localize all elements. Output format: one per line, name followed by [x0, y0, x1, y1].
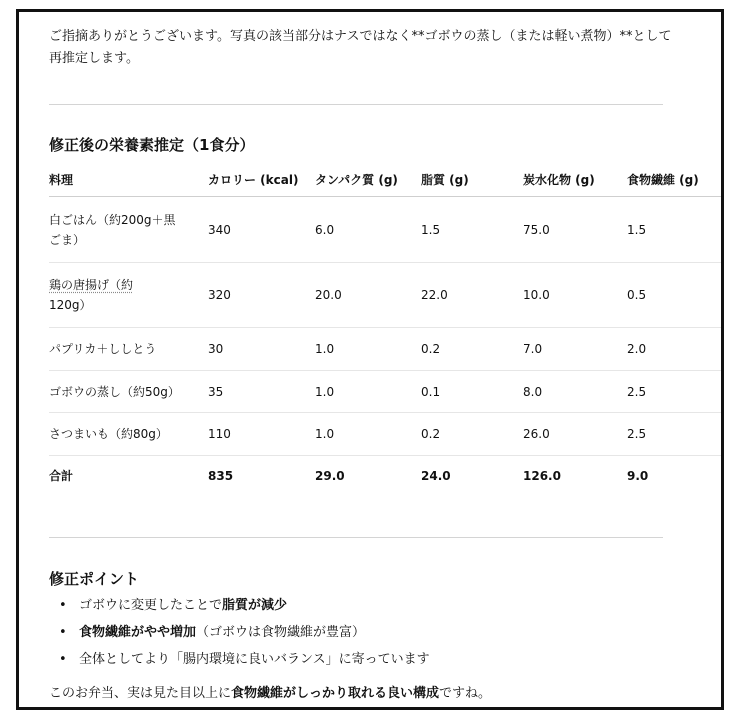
column-header-fiber: 食物繊維 (g)	[627, 162, 721, 197]
chat-message-panel	[16, 9, 724, 710]
list-item: • ゴボウに変更したことで脂質が減少	[49, 596, 430, 623]
table-row	[49, 263, 721, 328]
dish-cell: パプリカ＋ししとう	[49, 328, 208, 371]
kcal-cell: 35	[208, 371, 315, 413]
column-header-carbs: 炭水化物 (g)	[523, 162, 627, 197]
fat-cell: 1.5	[421, 197, 523, 263]
column-header-kcal: カロリー (kcal)	[208, 162, 315, 197]
total-protein: 29.0	[315, 469, 345, 483]
column-header-dish: 料理	[49, 162, 208, 197]
column-header-protein: タンパク質 (g)	[315, 162, 421, 197]
carbs-cell: 8.0	[523, 371, 627, 413]
total-kcal: 835	[208, 469, 234, 483]
protein-cell: 1.0	[315, 328, 421, 371]
protein-cell: 20.0	[315, 263, 421, 328]
dish-cell: ゴボウの蒸し（約50g）	[49, 371, 208, 413]
divider	[49, 104, 663, 105]
total-fiber: 9.0	[627, 469, 649, 483]
protein-cell: 6.0	[315, 197, 421, 263]
fat-cell: 0.2	[421, 328, 523, 371]
total-carbs: 126.0	[523, 469, 561, 483]
protein-cell: 1.0	[315, 413, 421, 456]
table-row	[49, 197, 721, 263]
dish-cell: 鶏の唐揚げ（約 120g）	[49, 263, 208, 328]
bullet-icon: •	[59, 625, 67, 640]
fiber-cell: 0.5	[627, 263, 721, 328]
table-row	[49, 328, 721, 371]
table-row	[49, 413, 721, 456]
total-fat: 24.0	[421, 469, 451, 483]
list-item: • 全体としてより「腸内環境に良いバランス」に寄っています	[49, 650, 430, 677]
fiber-cell: 1.5	[627, 197, 721, 263]
carbs-cell: 10.0	[523, 263, 627, 328]
divider	[49, 537, 663, 538]
closing-text: このお弁当、実は見た目以上に食物繊維がしっかり取れる良い構成ですね。	[49, 686, 492, 701]
fat-cell: 0.1	[421, 371, 523, 413]
points-heading: 修正ポイント	[49, 570, 140, 588]
table-header-row	[49, 162, 721, 197]
fiber-cell: 2.0	[627, 328, 721, 371]
fiber-cell: 2.5	[627, 413, 721, 456]
bullet-icon: •	[59, 598, 67, 613]
fat-cell: 0.2	[421, 413, 523, 456]
dish-cell: さつまいも（約80g）	[49, 413, 208, 456]
dish-cell: 白ごはん（約200g＋黒 ごま）	[49, 197, 208, 263]
intro-text: ご指摘ありがとうございます。写真の該当部分はナスではなく**ゴボウの蒸し（または軽い煮物）**として 再推定します。	[49, 29, 672, 66]
bullet-icon: •	[59, 652, 67, 667]
nutrition-heading: 修正後の栄養素推定（1食分）	[49, 136, 255, 154]
kcal-cell: 30	[208, 328, 315, 371]
table-row	[49, 371, 721, 413]
protein-cell: 1.0	[315, 371, 421, 413]
points-list	[49, 596, 430, 677]
nutrition-table	[49, 162, 721, 496]
carbs-cell: 7.0	[523, 328, 627, 371]
carbs-cell: 26.0	[523, 413, 627, 456]
total-label: 合計	[49, 469, 74, 483]
fat-cell: 22.0	[421, 263, 523, 328]
kcal-cell: 110	[208, 413, 315, 456]
carbs-cell: 75.0	[523, 197, 627, 263]
kcal-cell: 320	[208, 263, 315, 328]
total-row	[49, 456, 721, 497]
kcal-cell: 340	[208, 197, 315, 263]
list-item: • 食物繊維がやや増加（ゴボウは食物繊維が豊富）	[49, 623, 430, 650]
fiber-cell: 2.5	[627, 371, 721, 413]
column-header-fat: 脂質 (g)	[421, 162, 523, 197]
